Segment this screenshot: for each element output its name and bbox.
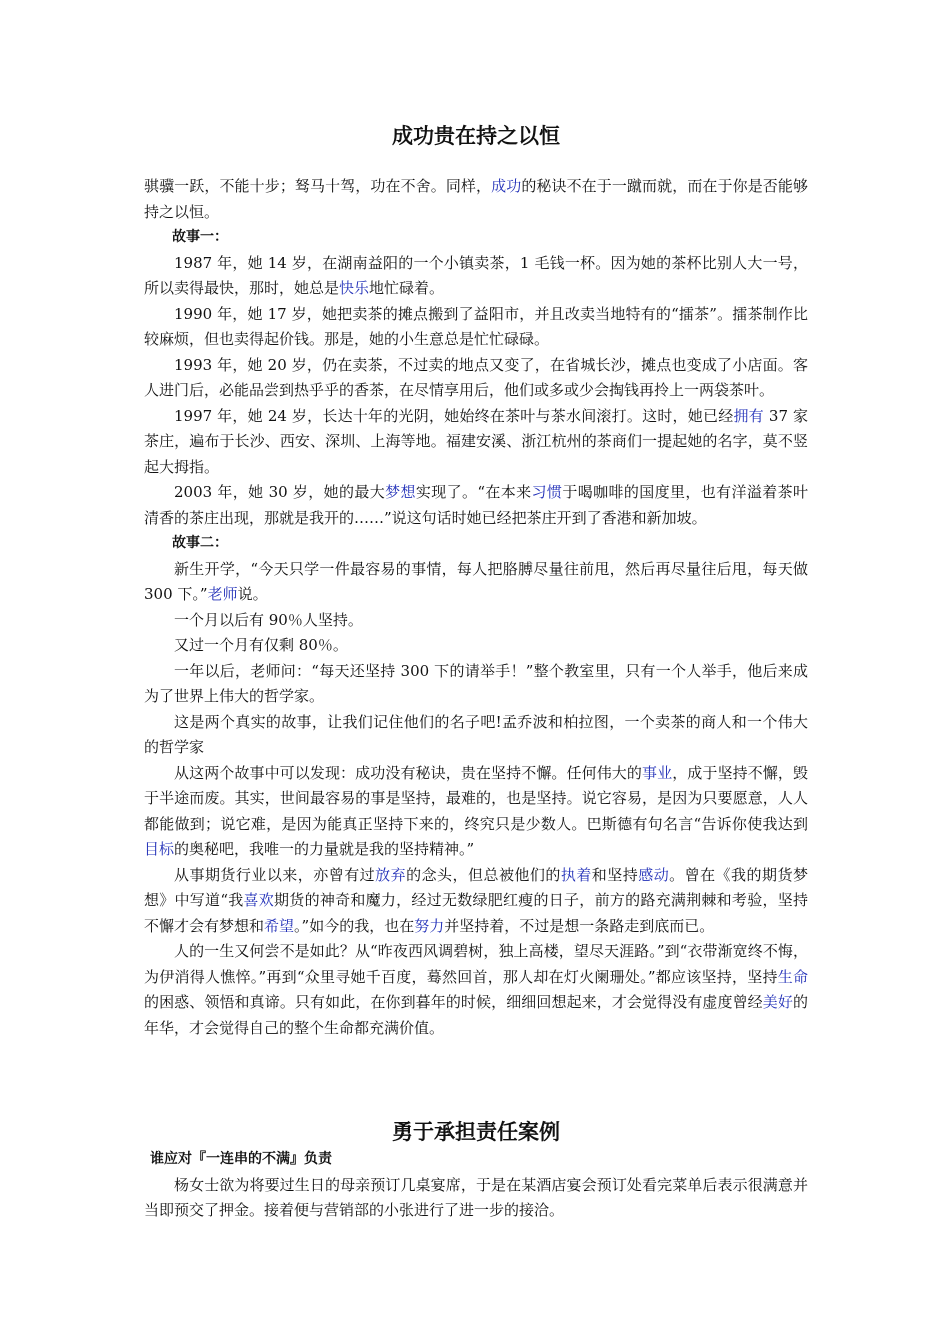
text-run: 。”如今的我，也在 bbox=[294, 916, 415, 935]
paragraph-1997 bbox=[144, 404, 808, 481]
paragraph-one-month: 一个月以后有 90％人坚持。 bbox=[174, 610, 363, 629]
text-run: 并坚持着，不过是想一条路走到底而已。 bbox=[444, 916, 715, 935]
keyword-link-career[interactable]: 事业 bbox=[642, 763, 673, 782]
keyword-link-goal[interactable]: 目标 bbox=[144, 840, 175, 858]
text-run: 的奥秘吧，我唯一的力量就是我的坚持精神。” bbox=[174, 840, 475, 858]
text-run: 的念头，但总被他们的 bbox=[406, 865, 561, 884]
text-run: 和坚持 bbox=[591, 865, 639, 884]
paragraph-2003 bbox=[144, 480, 808, 531]
text-run: 1997 年，她 24 岁，长达十年的光阴，她始终在茶叶与茶水间滚打。这时，她已经 bbox=[174, 406, 734, 425]
intro-paragraph bbox=[144, 174, 808, 225]
paragraph-futures bbox=[144, 863, 808, 940]
paragraph-1987 bbox=[144, 251, 808, 302]
text-run: 2003 年，她 30 岁，她的最大 bbox=[174, 483, 386, 501]
keyword-link-dream[interactable]: 梦想 bbox=[385, 483, 416, 501]
keyword-link-success[interactable]: 成功 bbox=[491, 177, 522, 195]
keyword-link-teacher[interactable]: 老师 bbox=[207, 585, 238, 603]
text-run: 37 家茶庄，遍布于长沙、西安、深圳、上海等地。福建安溪、浙江杭州的茶商们一提起她的名字，莫不竖起大拇指。 bbox=[144, 406, 808, 476]
text-run: 从事期货行业以来，亦曾有过 bbox=[174, 865, 376, 884]
text-run: 人的一生又何尝不是如此？从“昨夜西风调碧树，独上高楼，望尽天涯路。”到“衣带渐宽终不悔，为伊消得人憔悴。”再到“众里寻她千百度，蓦然回首，那人却在灯火阑珊处。”都应该坚持，坚持 bbox=[144, 942, 808, 986]
case-subtitle: 谁应对『一连串的不满』负责 bbox=[150, 1151, 332, 1167]
keyword-link-hope[interactable]: 希望 bbox=[264, 916, 295, 935]
text-run: 新生开学，“今天只学一件最容易的事情，每人把胳膊尽量往前甩，然后再尽量往后甩，每天做 300 下。” bbox=[144, 559, 808, 603]
text-run: 从这两个故事中可以发现：成功没有秘诀，贵在坚持不懈。任何伟大的 bbox=[174, 763, 642, 782]
keyword-link-give-up[interactable]: 放弃 bbox=[375, 865, 407, 884]
paragraph-1990: 1990 年，她 17 岁，她把卖茶的摊点搬到了益阳市，并且改卖当地特有的“擂茶”。擂茶制作比较麻烦，但也卖得起价钱。那是，她的小生意总是忙忙碌碌。 bbox=[144, 304, 808, 348]
keyword-link-happy[interactable]: 快乐 bbox=[339, 279, 370, 297]
text-run: 的年华，才会觉得自己的整个生命都充满价值。 bbox=[144, 993, 808, 1037]
keyword-link-beautiful[interactable]: 美好 bbox=[762, 993, 793, 1011]
keyword-link-like[interactable]: 喜欢 bbox=[243, 891, 275, 909]
paragraph-true-stories: 这是两个真实的故事，让我们记住他们的名子吧!孟乔波和柏拉图，一个卖茶的商人和一个伟大的哲学家 bbox=[144, 712, 808, 756]
paragraph-life bbox=[144, 939, 808, 1041]
text-run: 说。 bbox=[237, 585, 268, 603]
text-run: 实现了。“在本来 bbox=[415, 483, 532, 501]
article-title: 成功贵在持之以恒 bbox=[392, 124, 560, 148]
second-article-title: 勇于承担责任案例 bbox=[392, 1120, 560, 1144]
keyword-link-persistence[interactable]: 执着 bbox=[560, 865, 592, 884]
second-article-body bbox=[144, 1147, 808, 1224]
keyword-link-life[interactable]: 生命 bbox=[777, 967, 808, 986]
paragraph-two-months: 又过一个月有仅剩 80％。 bbox=[174, 636, 348, 654]
text-run: 骐骥一跃，不能十步；驽马十驾，功在不舍。同样， bbox=[144, 177, 492, 195]
text-run: ，成于坚持不懈，毁于半途而废。其实，世间最容易的事是坚持，最难的，也是坚持。说它容易，是因为只要愿意，人人都能做到；说它难，是因为能真正坚持下来的，终究只是少数人。巴斯德有句名言“告诉你使我达到 bbox=[144, 763, 808, 833]
paragraph-yang: 杨女士欲为将要过生日的母亲预订几桌宴席，于是在某酒店宴会预订处看完菜单后表示很满意并当即预交了押金。接着便与营销部的小张进行了进一步的接洽。 bbox=[144, 1175, 808, 1219]
paragraph-school bbox=[144, 557, 808, 608]
keyword-link-habit[interactable]: 习惯 bbox=[531, 483, 563, 501]
story-two-heading: 故事二： bbox=[172, 535, 228, 551]
keyword-link-moved[interactable]: 感动 bbox=[638, 865, 670, 884]
text-run: 。曾在《我的期货梦想》中写道“我 bbox=[144, 865, 808, 909]
text-run: 1987 年，她 14 岁，在湖南益阳的一个小镇卖茶，1 毛钱一杯。因为她的茶杯比别人大一号，所以卖得最快，那时，她总是 bbox=[144, 253, 808, 297]
text-run: 于喝咖啡的国度里，也有洋溢着茶叶清香的茶庄出现，那就是我开的……”说这句话时她已经把茶庄开到了香港和新加坡。 bbox=[144, 483, 808, 527]
text-run: 的困惑、领悟和真谛。只有如此，在你到暮年的时候，细细回想起来，才会觉得没有虚度曾经 bbox=[144, 993, 763, 1011]
paragraph-lesson bbox=[144, 761, 808, 863]
text-run: 期货的神奇和魔力，经过无数绿肥红瘦的日子，前方的路充满荆棘和考验，坚持不懈才会有梦想和 bbox=[144, 891, 808, 935]
article-body bbox=[144, 174, 808, 1041]
text-run: 的秘诀不在于一蹴而就，而在于你是否能够持之以恒。 bbox=[144, 177, 808, 221]
paragraph-1993: 1993 年，她 20 岁，仍在卖茶，不过卖的地点又变了，在省城长沙，摊点也变成了小店面。客人进门后，必能品尝到热乎乎的香茶，在尽情享用后，他们或多或少会掏钱再拎上一两袋茶叶。 bbox=[144, 355, 808, 399]
keyword-link-own[interactable]: 拥有 bbox=[733, 406, 764, 425]
story-one-heading: 故事一： bbox=[172, 229, 228, 245]
keyword-link-effort[interactable]: 努力 bbox=[414, 916, 445, 935]
text-run: 地忙碌着。 bbox=[369, 279, 445, 297]
paragraph-one-year: 一年以后，老师问：“每天还坚持 300 下的请举手！”整个教室里，只有一个人举手，他后来成为了世界上伟大的哲学家。 bbox=[144, 661, 808, 705]
